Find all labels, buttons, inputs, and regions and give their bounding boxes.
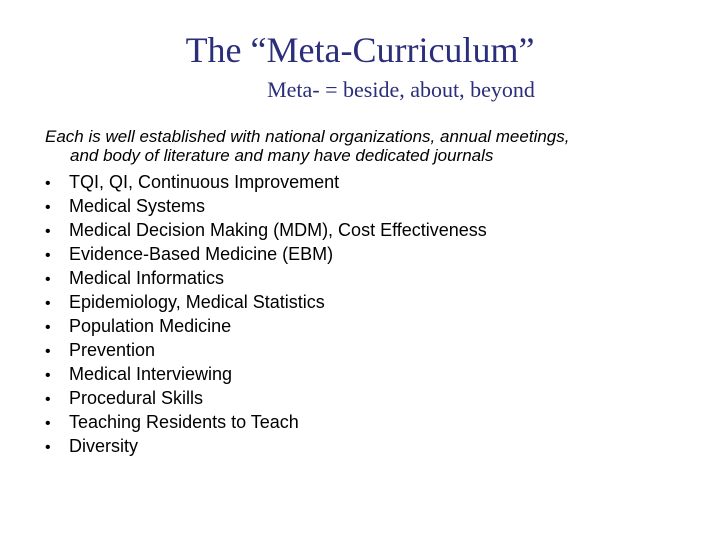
- bullet-icon: •: [45, 415, 51, 432]
- intro-line-1: Each is well established with national organizations, annual meetings,: [45, 127, 570, 146]
- list-item: [45, 266, 487, 290]
- list-item-text: Evidence-Based Medicine (EBM): [69, 244, 334, 264]
- list-item-text: Medical Informatics: [69, 268, 225, 288]
- bullet-icon: •: [45, 319, 51, 336]
- list-item: [45, 386, 487, 410]
- list-item-text: Population Medicine: [69, 316, 232, 336]
- list-item: [45, 218, 487, 242]
- bullet-icon: •: [45, 199, 51, 216]
- bullet-icon: •: [45, 271, 51, 288]
- bullet-icon: •: [45, 247, 51, 264]
- bullet-icon: •: [45, 295, 51, 312]
- intro-paragraph: [45, 127, 685, 165]
- bullet-icon: •: [45, 367, 51, 384]
- list-item: [45, 290, 487, 314]
- bullet-list: [45, 170, 487, 458]
- list-item: [45, 434, 487, 458]
- bullet-icon: •: [45, 343, 51, 360]
- bullet-icon: •: [45, 175, 51, 192]
- list-item: [45, 338, 487, 362]
- intro-line-2: and body of literature and many have dedicated journals: [70, 146, 494, 165]
- list-item-text: Teaching Residents to Teach: [69, 412, 299, 432]
- bullet-icon: •: [45, 223, 51, 240]
- list-item-text: Medical Decision Making (MDM), Cost Effectiveness: [69, 220, 487, 240]
- bullet-icon: •: [45, 391, 51, 408]
- list-item-text: Medical Interviewing: [69, 364, 233, 384]
- slide-subtitle: [0, 77, 720, 103]
- list-item-text: Procedural Skills: [69, 388, 204, 408]
- list-item: [45, 170, 487, 194]
- list-item-text: Diversity: [69, 436, 139, 456]
- list-item: [45, 242, 487, 266]
- list-item: [45, 314, 487, 338]
- list-item-text: Prevention: [69, 340, 156, 360]
- list-item: [45, 410, 487, 434]
- list-item-text: Epidemiology, Medical Statistics: [69, 292, 325, 312]
- list-item: [45, 362, 487, 386]
- bullet-icon: •: [45, 439, 51, 456]
- slide-subtitle-text: Meta- = beside, about, beyond: [267, 77, 535, 102]
- list-item-text: TQI, QI, Continuous Improvement: [69, 172, 340, 192]
- list-item: [45, 194, 487, 218]
- list-item-text: Medical Systems: [69, 196, 206, 216]
- slide-title: The “Meta-Curriculum”: [185, 30, 535, 70]
